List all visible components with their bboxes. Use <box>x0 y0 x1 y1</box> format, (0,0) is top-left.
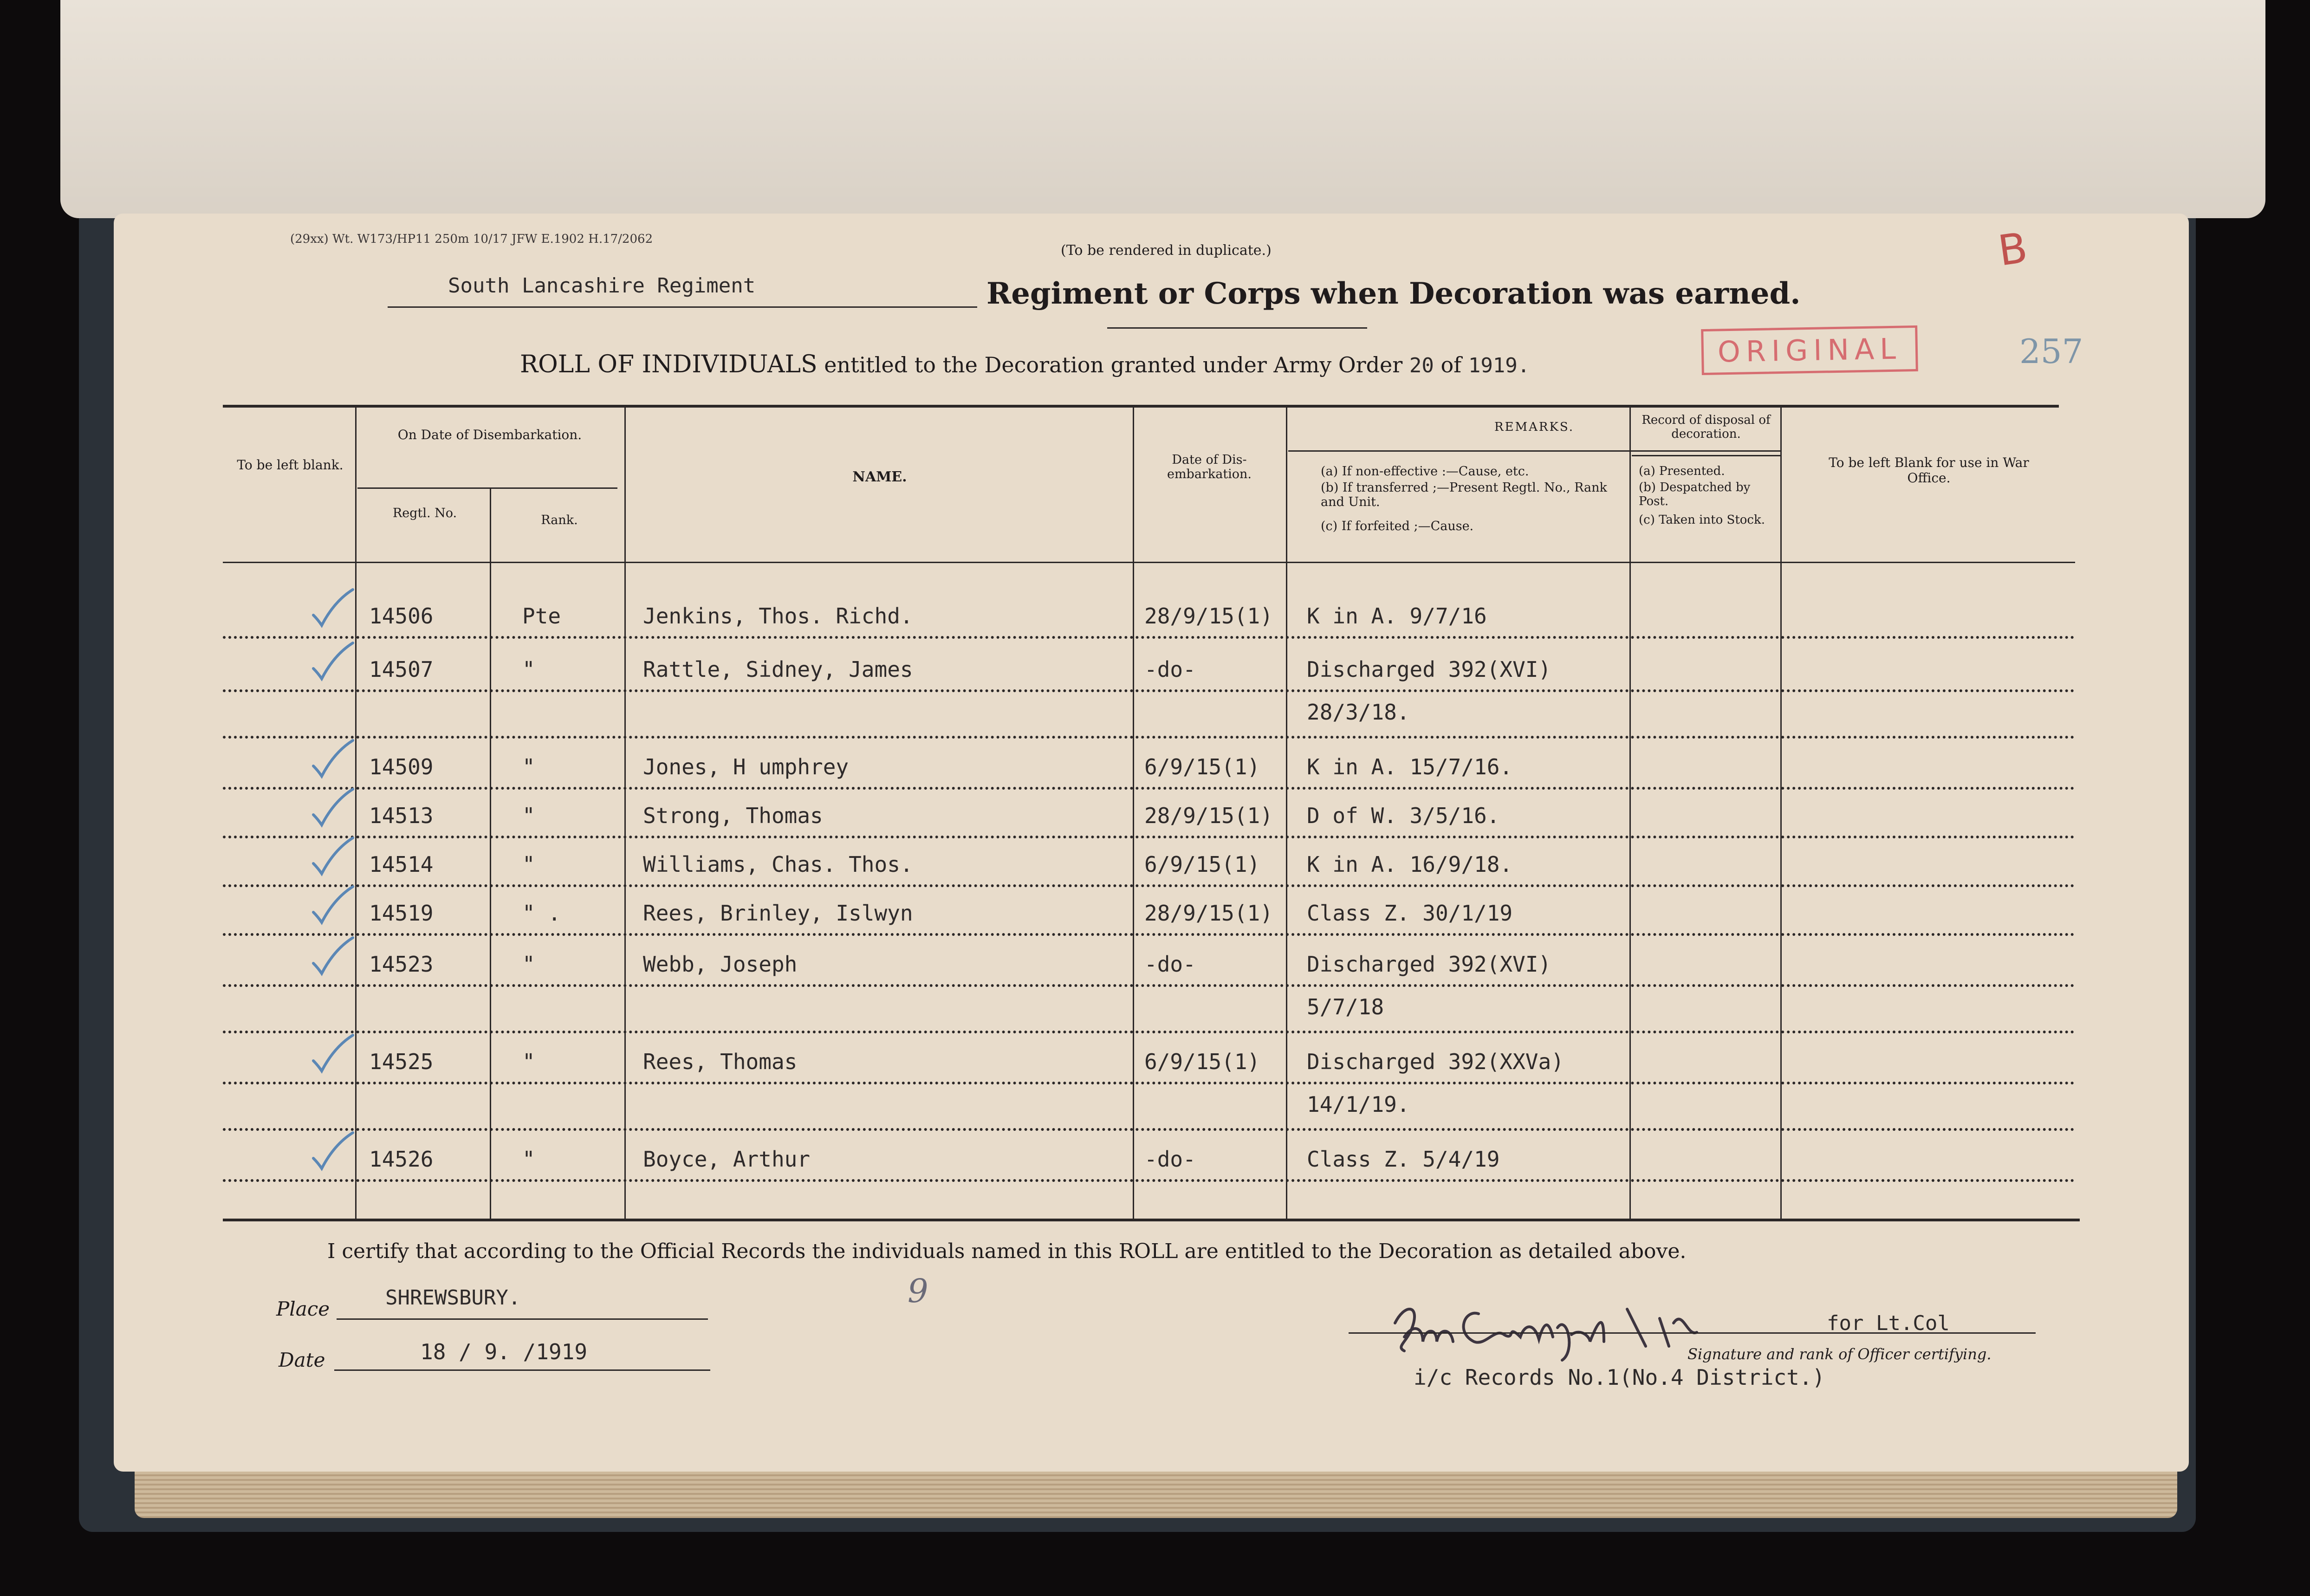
col-divider-7 <box>1780 408 1782 1220</box>
date-cell: 6/9/15(1) <box>1144 754 1260 779</box>
roll-title <box>520 350 1530 378</box>
header-name: NAME. <box>852 469 907 485</box>
regtl-no-cell: 14509 <box>369 754 434 779</box>
remark-cell: K in A. 9/7/16 <box>1307 603 1487 629</box>
row-rule <box>223 884 2075 887</box>
date-cell: -do- <box>1144 657 1196 682</box>
remark-cell: Class Z. 30/1/19 <box>1307 901 1513 926</box>
check-mark-icon <box>309 738 355 780</box>
handwritten-number: 9 <box>908 1272 928 1310</box>
header-blank: To be left blank. <box>237 457 344 473</box>
name-cell: Rees, Brinley, Islwyn <box>643 901 913 926</box>
rank-cell: " <box>522 1147 535 1172</box>
remark-continuation-cell: 28/3/18. <box>1307 700 1410 725</box>
name-cell: Boyce, Arthur <box>643 1147 811 1172</box>
col-divider-2 <box>490 487 491 1220</box>
records-office: i/c Records No.1(No.4 District.) <box>1414 1365 1825 1390</box>
remark-cell: Class Z. 5/4/19 <box>1307 1147 1500 1172</box>
remarks-rule <box>1288 450 1780 452</box>
regtl-no-cell: 14513 <box>369 803 434 828</box>
row-rule <box>223 1128 2075 1131</box>
remark-cell: K in A. 15/7/16. <box>1307 754 1513 779</box>
signature-caption: Signature and rank of Officer certifying. <box>1687 1345 1992 1363</box>
roll-title-prefix: ROLL OF INDIVIDUALS <box>520 350 818 378</box>
date-cell: 6/9/15(1) <box>1144 1049 1260 1074</box>
table-bottom-rule <box>223 1219 2080 1221</box>
header-bottom-rule <box>223 562 2075 563</box>
rank-cell: " <box>522 754 535 779</box>
row-rule <box>223 787 2075 790</box>
rank-cell: " <box>522 803 535 828</box>
name-cell: Jones, H umphrey <box>643 754 849 779</box>
place-line <box>337 1318 708 1320</box>
page-number: 257 <box>2019 332 2083 371</box>
corner-mark: B <box>1995 223 2031 276</box>
row-rule <box>223 1082 2075 1084</box>
original-stamp: ORIGINAL <box>1701 325 1918 375</box>
regtl-no-cell: 14525 <box>369 1049 434 1074</box>
row-rule <box>223 689 2075 692</box>
header-war-office: To be left Blank for use in War Office. <box>1829 455 2029 486</box>
rank-cell: " <box>522 657 535 682</box>
certification-text: I certify that according to the Official Records the individuals named in this ROLL are entitled to the Decoration as detailed above. <box>327 1239 1687 1263</box>
roll-title-of: of <box>1441 352 1462 377</box>
officer-signature <box>1386 1295 1739 1365</box>
facing-page <box>60 0 2265 218</box>
row-rule <box>223 836 2075 838</box>
name-cell: Rees, Thomas <box>643 1049 798 1074</box>
header-rank: Rank. <box>541 513 578 527</box>
col-divider-5 <box>1286 408 1287 1220</box>
regiment-label: Regiment or Corps when Decoration was earned. <box>986 276 1801 311</box>
row-rule <box>223 933 2075 936</box>
name-cell: Strong, Thomas <box>643 803 823 828</box>
remark-continuation-cell: 5/7/18 <box>1307 994 1384 1019</box>
remark-cell: K in A. 16/9/18. <box>1307 852 1513 877</box>
date-label: Date <box>279 1349 325 1371</box>
place-value: SHREWSBURY. <box>385 1286 521 1310</box>
header-disembarkation: On Date of Disembarkation. <box>397 427 582 442</box>
header-regtl-no: Regtl. No. <box>392 506 457 520</box>
date-value: 18 / 9. /1919 <box>420 1339 588 1364</box>
row-rule <box>223 1179 2075 1182</box>
rank-cell: " <box>522 952 535 977</box>
regtl-no-cell: 14506 <box>369 603 434 629</box>
row-rule <box>223 1031 2075 1033</box>
disembark-rule <box>357 487 617 489</box>
regtl-no-cell: 14526 <box>369 1147 434 1172</box>
col-divider-6 <box>1629 408 1631 1220</box>
name-cell: Williams, Chas. Thos. <box>643 852 913 877</box>
place-label: Place <box>276 1298 330 1320</box>
regiment-underline <box>388 306 977 308</box>
header-disposal-a: (a) Presented. <box>1639 464 1725 478</box>
check-mark-icon <box>309 836 355 877</box>
date-line <box>334 1369 710 1371</box>
date-cell: -do- <box>1144 952 1196 977</box>
header-remarks: REMARKS. <box>1494 420 1575 434</box>
header-disposal-b: (b) Despatched by Post. <box>1639 480 1751 508</box>
for-lt-col: for Lt.Col <box>1827 1311 1950 1335</box>
regtl-no-cell: 14514 <box>369 852 434 877</box>
check-mark-icon <box>309 587 355 629</box>
check-mark-icon <box>309 1130 355 1172</box>
check-mark-icon <box>309 884 355 926</box>
rank-cell: " <box>522 1049 535 1074</box>
check-mark-icon <box>309 787 355 829</box>
header-remarks-c: (c) If forfeited ;—Cause. <box>1321 519 1474 533</box>
title-underline <box>1107 327 1367 329</box>
name-cell: Jenkins, Thos. Richd. <box>643 603 913 629</box>
name-cell: Webb, Joseph <box>643 952 798 977</box>
check-mark-icon <box>309 641 355 682</box>
army-order-number: 20 <box>1409 354 1434 377</box>
form-code: (29xx) Wt. W173/HP11 250m 10/17 JFW E.1902 H.17/2062 <box>290 232 653 246</box>
rank-cell: " <box>522 852 535 877</box>
remark-cell: Discharged 392(XVI) <box>1307 657 1551 682</box>
check-mark-icon <box>309 935 355 977</box>
date-cell: 28/9/15(1) <box>1144 803 1273 828</box>
duplicate-note: (To be rendered in duplicate.) <box>1061 242 1272 259</box>
army-order-year: 1919. <box>1468 354 1530 377</box>
name-cell: Rattle, Sidney, James <box>643 657 913 682</box>
roll-title-middle: entitled to the Decoration granted under Army Order <box>824 352 1403 377</box>
check-mark-icon <box>309 1033 355 1075</box>
regtl-no-cell: 14519 <box>369 901 434 926</box>
date-cell: 28/9/15(1) <box>1144 901 1273 926</box>
header-date: Date of Dis- embarkation. <box>1167 453 1252 481</box>
roll-page <box>114 214 2189 1472</box>
disposal-rule <box>1632 455 1780 456</box>
row-rule <box>223 636 2075 639</box>
col-divider-1 <box>355 408 357 1220</box>
regiment-value: South Lancashire Regiment <box>448 274 756 298</box>
date-cell: 28/9/15(1) <box>1144 603 1273 629</box>
row-rule <box>223 984 2075 987</box>
col-divider-3 <box>624 408 626 1220</box>
header-disposal-c: (c) Taken into Stock. <box>1639 513 1765 527</box>
rank-cell: " . <box>522 901 561 926</box>
remark-cell: D of W. 3/5/16. <box>1307 803 1500 828</box>
row-rule <box>223 736 2075 739</box>
col-divider-4 <box>1133 408 1134 1220</box>
remark-cell: Discharged 392(XVI) <box>1307 952 1551 977</box>
header-remarks-a: (a) If non-effective :—Cause, etc. <box>1321 464 1529 479</box>
header-disposal: Record of disposal of decoration. <box>1642 413 1771 441</box>
table-top-rule <box>223 405 2059 408</box>
remark-cell: Discharged 392(XXVa) <box>1307 1049 1564 1074</box>
date-cell: -do- <box>1144 1147 1196 1172</box>
date-cell: 6/9/15(1) <box>1144 852 1260 877</box>
header-remarks-b: (b) If transferred ;—Present Regtl. No., Rank and Unit. <box>1321 480 1607 509</box>
regtl-no-cell: 14507 <box>369 657 434 682</box>
rank-cell: Pte <box>522 603 561 629</box>
remark-continuation-cell: 14/1/19. <box>1307 1092 1410 1117</box>
regtl-no-cell: 14523 <box>369 952 434 977</box>
